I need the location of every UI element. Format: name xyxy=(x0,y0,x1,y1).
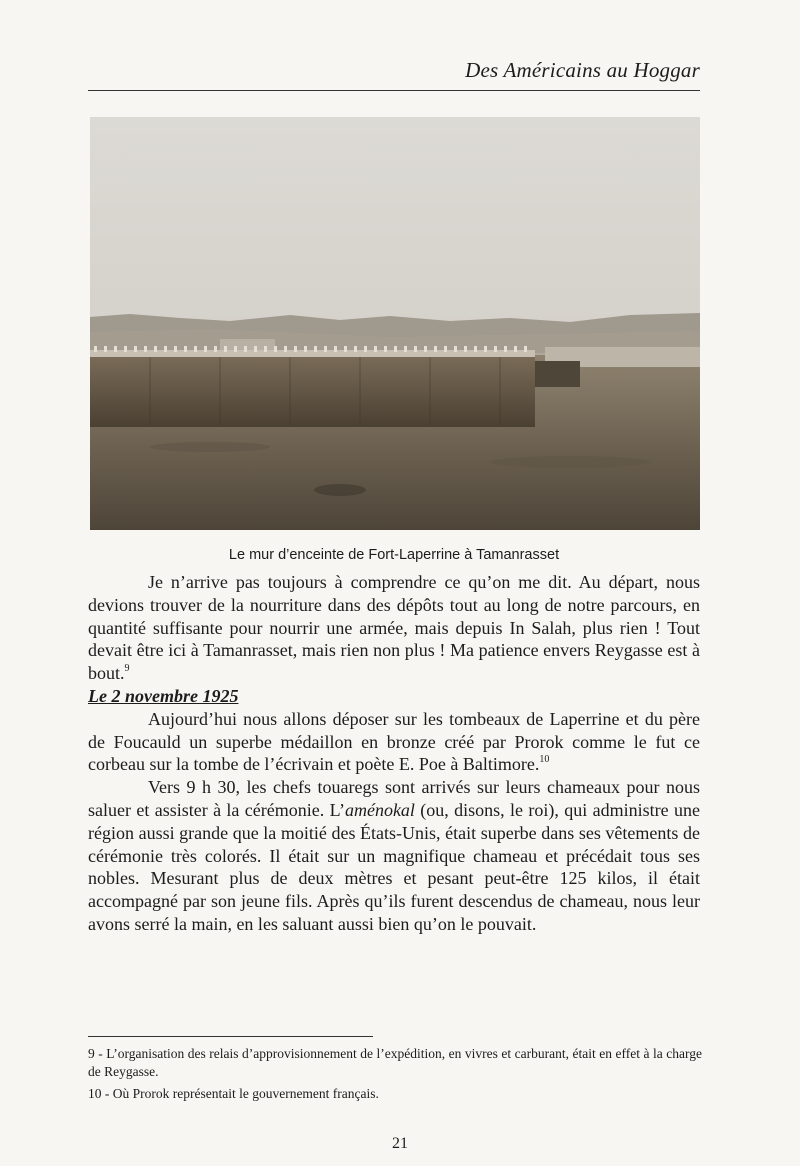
paragraph-3 xyxy=(88,776,700,936)
paragraph-2 xyxy=(88,708,700,776)
footnote-ref-9: 9 xyxy=(124,663,130,675)
header-rule xyxy=(88,90,700,91)
running-title: Des Américains au Hoggar xyxy=(465,58,700,82)
body-text xyxy=(88,571,700,936)
date-heading: Le 2 novembre 1925 xyxy=(88,685,239,706)
paragraph-3-text-b: (ou, disons, le roi), qui administre une région aussi grande que la moitié des États-Unis, était superbe dans ses vêtements de cérémonie très colorés. Il était sur un magnifique chameau et précédait tous ses nobles. Mesurant plus de deux mètres et pesant peut-être 125 kilos, il était accompagné par son jeune fils. Après qu’ils furent descendus de chameau, nous leur avons serré la main, en les saluant aussi bien qu’on le pouvait. xyxy=(88,799,700,934)
footnote-ref-10: 10 xyxy=(539,754,550,766)
paragraph-2-text: Aujourd’hui nous allons déposer sur les tombeaux de Laperrine et du père de Foucauld un superbe médaillon en bronze créé par Prorok comme le fut ce corbeau sur la tombe de l’écrivain et poète E. Poe à Baltimore. xyxy=(88,708,700,775)
photo-caption: Le mur d’enceinte de Fort-Laperrine à Tamanrasset xyxy=(228,547,560,563)
paragraph-1 xyxy=(88,571,700,685)
footnote-rule xyxy=(88,1036,373,1037)
amenokal-term: aménokal xyxy=(344,799,415,820)
footnotes xyxy=(88,1045,702,1107)
paragraph-3-text-a: Vers 9 h 30, les chefs touaregs sont arrivés sur leurs chameaux pour nous saluer et assister à la cérémonie. L’ xyxy=(88,777,700,820)
page-number: 21 xyxy=(392,1135,408,1152)
footnote-10: 10 - Où Prorok représentait le gouvernement français. xyxy=(88,1086,379,1101)
fort-wall-photo xyxy=(90,117,700,530)
footnote-9: 9 - L’organisation des relais d’approvisionnement de l’expédition, en vivres et carburant, était en effet à la charge de Reygasse. xyxy=(88,1046,702,1079)
paragraph-1-text: Je n’arrive pas toujours à comprendre ce qu’on me dit. Au départ, nous devions trouver de la nourriture dans des dépôts tout au long de notre parcours, en quantité suffisante pour nourrir une armée, mais depuis In Salah, plus rien ! Tout devait être ici à Tamanrasset, mais rien non plus ! Ma patience envers Reygasse est à bout. xyxy=(88,572,700,684)
